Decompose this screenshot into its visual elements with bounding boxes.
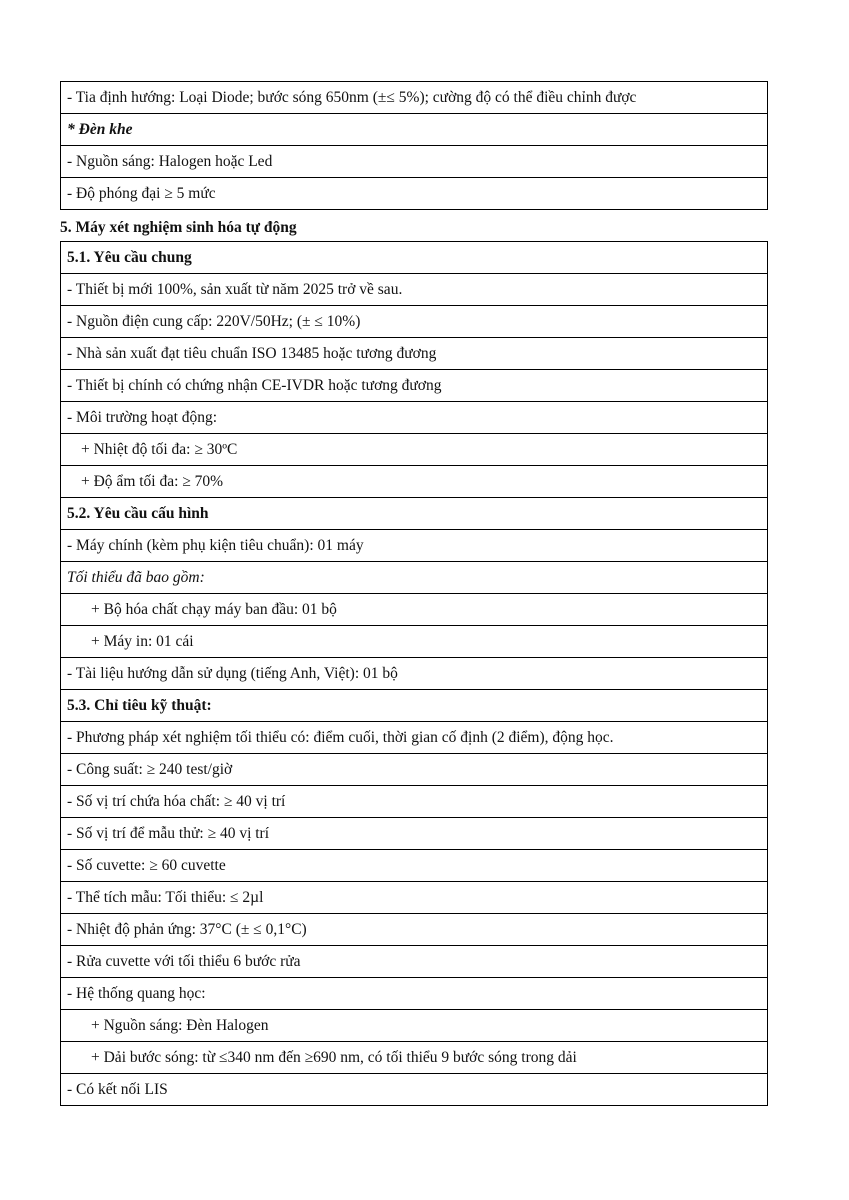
table-row xyxy=(61,242,768,274)
table-cell: 5.3. Chỉ tiêu kỹ thuật: xyxy=(61,690,768,722)
table-cell: - Nguồn sáng: Halogen hoặc Led xyxy=(61,146,768,178)
table-cell: - Hệ thống quang học: xyxy=(61,978,768,1010)
table-cell: + Nguồn sáng: Đèn Halogen xyxy=(61,1010,768,1042)
table-cell: - Thiết bị chính có chứng nhận CE-IVDR hoặc tương đương xyxy=(61,370,768,402)
table-row xyxy=(61,466,768,498)
table-row xyxy=(61,114,768,146)
table-cell: - Số cuvette: ≥ 60 cuvette xyxy=(61,850,768,882)
table-row xyxy=(61,1042,768,1074)
table-row xyxy=(61,562,768,594)
table-cell: - Môi trường hoạt động: xyxy=(61,402,768,434)
table-row xyxy=(61,434,768,466)
table-row xyxy=(61,402,768,434)
table-cell: - Có kết nối LIS xyxy=(61,1074,768,1106)
table-row xyxy=(61,594,768,626)
table-cell: - Phương pháp xét nghiệm tối thiểu có: điểm cuối, thời gian cố định (2 điểm), động học. xyxy=(61,722,768,754)
table-cell: + Máy in: 01 cái xyxy=(61,626,768,658)
table-cell: 5.2. Yêu cầu cấu hình xyxy=(61,498,768,530)
spec-table-slit-lamp xyxy=(60,81,768,210)
table-row xyxy=(61,690,768,722)
table-cell: - Tài liệu hướng dẫn sử dụng (tiếng Anh, Việt): 01 bộ xyxy=(61,658,768,690)
table-cell: - Nhà sản xuất đạt tiêu chuẩn ISO 13485 hoặc tương đương xyxy=(61,338,768,370)
table-row xyxy=(61,338,768,370)
table-row xyxy=(61,626,768,658)
table-row xyxy=(61,978,768,1010)
table-cell: * Đèn khe xyxy=(61,114,768,146)
table-cell: + Độ ẩm tối đa: ≥ 70% xyxy=(61,466,768,498)
table-row xyxy=(61,754,768,786)
table-row xyxy=(61,946,768,978)
table-row xyxy=(61,1074,768,1106)
table-row xyxy=(61,146,768,178)
table-cell: Tối thiểu đã bao gồm: xyxy=(61,562,768,594)
table-cell: - Nguồn điện cung cấp: 220V/50Hz; (± ≤ 10%) xyxy=(61,306,768,338)
table-cell: - Tia định hướng: Loại Diode; bước sóng 650nm (±≤ 5%); cường độ có thể điều chỉnh được xyxy=(61,82,768,114)
table-row xyxy=(61,530,768,562)
table-row xyxy=(61,82,768,114)
table-cell: - Máy chính (kèm phụ kiện tiêu chuẩn): 01 máy xyxy=(61,530,768,562)
table-row xyxy=(61,722,768,754)
table-cell: - Số vị trí để mẫu thử: ≥ 40 vị trí xyxy=(61,818,768,850)
table-cell: - Thiết bị mới 100%, sản xuất từ năm 2025 trở về sau. xyxy=(61,274,768,306)
table-row xyxy=(61,274,768,306)
table-row xyxy=(61,1010,768,1042)
table-cell: + Dải bước sóng: từ ≤340 nm đến ≥690 nm, có tối thiểu 9 bước sóng trong dải xyxy=(61,1042,768,1074)
table-cell: - Độ phóng đại ≥ 5 mức xyxy=(61,178,768,210)
table-cell: - Nhiệt độ phản ứng: 37°C (± ≤ 0,1°C) xyxy=(61,914,768,946)
table-row xyxy=(61,306,768,338)
table-row xyxy=(61,914,768,946)
table-row xyxy=(61,818,768,850)
table-row xyxy=(61,370,768,402)
table-row xyxy=(61,786,768,818)
section-title: 5. Máy xét nghiệm sinh hóa tự động xyxy=(60,219,297,236)
table-row xyxy=(61,658,768,690)
table-row xyxy=(61,882,768,914)
table-row xyxy=(61,498,768,530)
table-row xyxy=(61,850,768,882)
table-cell: + Bộ hóa chất chạy máy ban đầu: 01 bộ xyxy=(61,594,768,626)
table-cell: - Công suất: ≥ 240 test/giờ xyxy=(61,754,768,786)
table-row xyxy=(61,178,768,210)
table-cell: - Số vị trí chứa hóa chất: ≥ 40 vị trí xyxy=(61,786,768,818)
table-cell: - Thể tích mẫu: Tối thiểu: ≤ 2µl xyxy=(61,882,768,914)
table-cell: 5.1. Yêu cầu chung xyxy=(61,242,768,274)
spec-table-biochemistry-analyzer xyxy=(60,241,768,1106)
table-cell: - Rửa cuvette với tối thiểu 6 bước rửa xyxy=(61,946,768,978)
table-cell: + Nhiệt độ tối đa: ≥ 30ºC xyxy=(61,434,768,466)
